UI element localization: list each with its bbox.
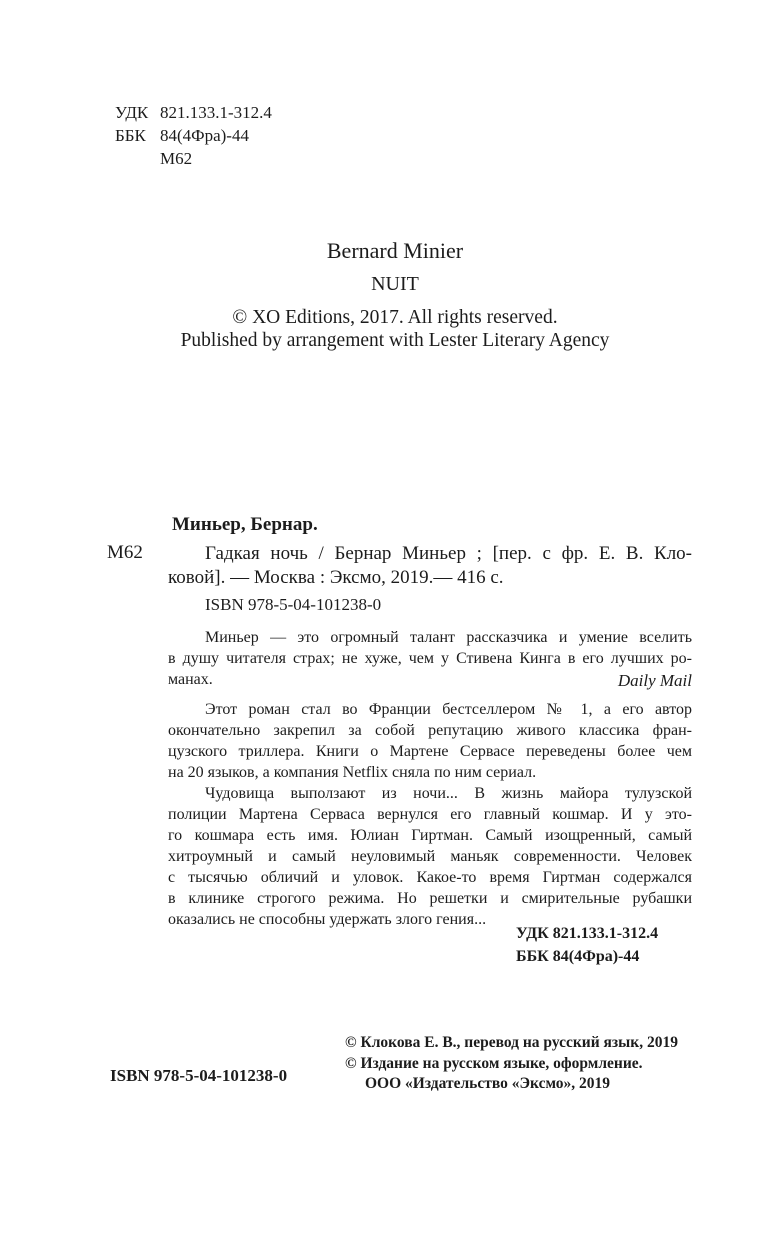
text-line: оказались не способны удержать злого гения... xyxy=(168,911,487,928)
original-copyright-line: © XO Editions, 2017. All rights reserved. xyxy=(232,307,558,328)
translation-copyright-line: © Клокова Е. В., перевод на русский язык, 2019 xyxy=(345,1034,678,1051)
text-line: манах. xyxy=(168,671,213,688)
text-line: Миньер — это огромный талант рассказчика и умение вселить xyxy=(205,629,692,646)
copyright-block xyxy=(345,1033,678,1095)
bbk-value: 84(4Фра)-44 xyxy=(160,126,249,145)
isbn-record: ISBN 978-5-04-101238-0 xyxy=(205,595,382,614)
bbk-label: ББК xyxy=(115,126,146,145)
text-line: цузского триллера. Книги о Мартене Сервасе переведены более чем xyxy=(168,743,692,760)
biblio-author-sign: М62 xyxy=(107,542,143,563)
bbk-code-bottom: ББК 84(4Фра)-44 xyxy=(516,947,640,965)
udc-value: 821.133.1-312.4 xyxy=(160,103,272,122)
text-line: с тысячью обличий и уловок. Какое-то время Гиртман содержался xyxy=(168,869,692,886)
text-line: на 20 языков, а компания Netflix сняла по ним сериал. xyxy=(168,764,537,781)
press-quote-source: Daily Mail xyxy=(617,671,692,690)
classification-codes-top xyxy=(115,101,272,170)
classification-codes-bottom xyxy=(516,923,658,968)
text-line: Гадкая ночь / Бернар Миньер ; [пер. с фр. Е. В. Кло- xyxy=(205,543,692,564)
text-line: ковой]. — Москва : Эксмо, 2019.— 416 с. xyxy=(168,566,504,588)
text-line: окончательно закрепил за собой репутацию живого классика фран- xyxy=(168,722,692,739)
text-line: го кошмара есть имя. Юлиан Гиртман. Самый изощренный, самый xyxy=(168,827,692,844)
annotation-paragraph-2 xyxy=(168,783,692,930)
udc-code-bottom: УДК 821.133.1-312.4 xyxy=(516,925,659,942)
original-copyright xyxy=(22,306,768,352)
author-sign-value: М62 xyxy=(160,149,193,168)
original-title: NUIT xyxy=(371,273,419,295)
edition-copyright-line: © Издание на русском языке, оформление. xyxy=(345,1054,643,1072)
annotation-paragraph-1 xyxy=(168,699,692,783)
text-line: полиции Мартена Серваса вернулся его главный кошмар. И у это- xyxy=(168,806,692,823)
text-line: Чудовища выползают из ночи... В жизнь майора тулузской xyxy=(205,785,692,802)
isbn-footer: ISBN 978-5-04-101238-0 xyxy=(110,1066,288,1085)
author-sign-spacer xyxy=(115,147,160,170)
text-line: хитроумный и самый неуловимый маньяк современности. Человек xyxy=(168,848,692,865)
text-line: в душу читателя страх; не хуже, чем у Стивена Кинга в его лучших ро- xyxy=(168,650,692,667)
bbk-code-row xyxy=(115,124,272,147)
text-line: в клинике строгого режима. Но решетки и смирительные рубашки xyxy=(168,890,692,907)
publishing-arrangement-line: Published by arrangement with Lester Literary Agency xyxy=(180,330,610,351)
original-title-block xyxy=(22,238,768,352)
udc-label: УДК xyxy=(115,103,149,122)
biblio-author-heading: Миньер, Бернар. xyxy=(172,514,318,535)
text-line: Этот роман стал во Франции бестселлером № 1, а его автор xyxy=(205,701,692,718)
publisher-copyright-line: ООО «Издательство «Эксмо», 2019 xyxy=(365,1075,611,1092)
udc-code-row xyxy=(115,101,272,124)
original-author: Bernard Minier xyxy=(326,238,464,263)
author-sign-row xyxy=(115,147,272,170)
biblio-record xyxy=(168,542,692,589)
